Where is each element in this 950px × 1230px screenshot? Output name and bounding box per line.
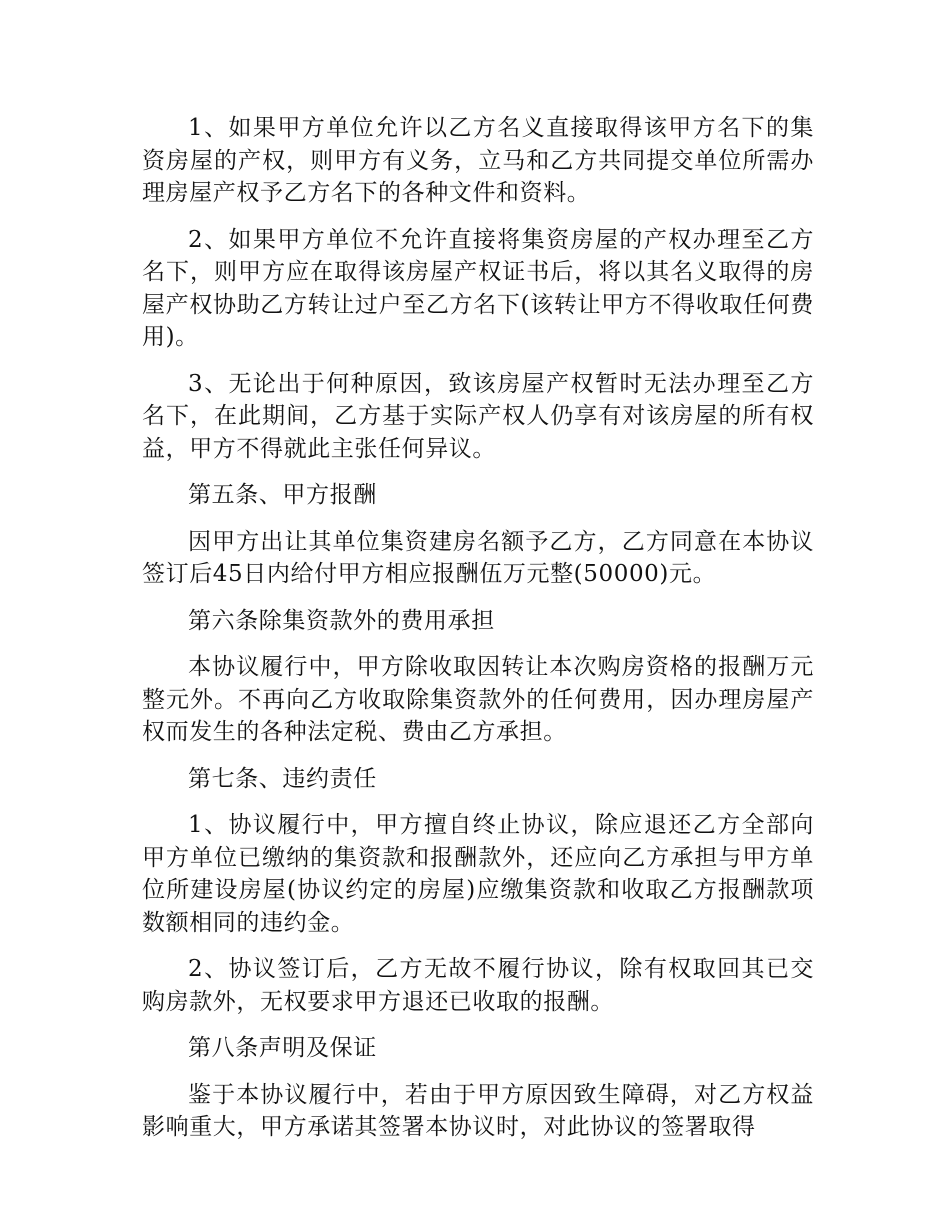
article-5-heading: 第五条、甲方报酬 (188, 482, 377, 508)
clause-1-paragraph: 1、如果甲方单位允许以乙方名义直接取得该甲方名下的集资房屋的产权，则甲方有义务，立马和乙方共同提交单位所需办理房屋产权予乙方名下的各种文件和资料。 (142, 115, 814, 206)
article-8-heading: 第八条声明及保证 (188, 1035, 377, 1061)
article-5-paragraph: 因甲方出让其单位集资建房名额予乙方，乙方同意在本协议签订后45日内给付甲方相应报酬伍万元整(50000)元。 (142, 528, 814, 587)
article-7-clause-1-paragraph: 1、协议履行中，甲方擅自终止协议，除应退还乙方全部向甲方单位已缴纳的集资款和报酬款外，还应向乙方承担与甲方单位所建设房屋(协议约定的房屋)应缴集资款和收取乙方报酬款项数额相同的违约金。 (142, 812, 814, 936)
article-7-clause-2-paragraph: 2、协议签订后，乙方无故不履行协议，除有权取回其已交购房款外，无权要求甲方退还已收取的报酬。 (142, 956, 814, 1015)
clause-2-paragraph: 2、如果甲方单位不允许直接将集资房屋的产权办理至乙方名下，则甲方应在取得该房屋产权证书后，将以其名义取得的房屋产权协助乙方转让过户至乙方名下(该转让甲方不得收取任何费用)。 (142, 226, 814, 350)
article-6-paragraph: 本协议履行中，甲方除收取因转让本次购房资格的报酬万元整元外。不再向乙方收取除集资款外的任何费用，因办理房屋产权而发生的各种法定税、费由乙方承担。 (142, 654, 814, 745)
article-6-heading: 第六条除集资款外的费用承担 (188, 607, 495, 634)
document-body (142, 112, 814, 1158)
clause-3-paragraph: 3、无论出于何种原因，致该房屋产权暂时无法办理至乙方名下，在此期间，乙方基于实际产权人仍享有对该房屋的所有权益，甲方不得就此主张任何异议。 (142, 370, 814, 462)
article-7-heading: 第七条、违约责任 (188, 765, 377, 792)
article-8-paragraph: 鉴于本协议履行中，若由于甲方原因致生障碍，对乙方权益影响重大，甲方承诺其签署本协议时，对此协议的签署取得 (142, 1081, 814, 1140)
